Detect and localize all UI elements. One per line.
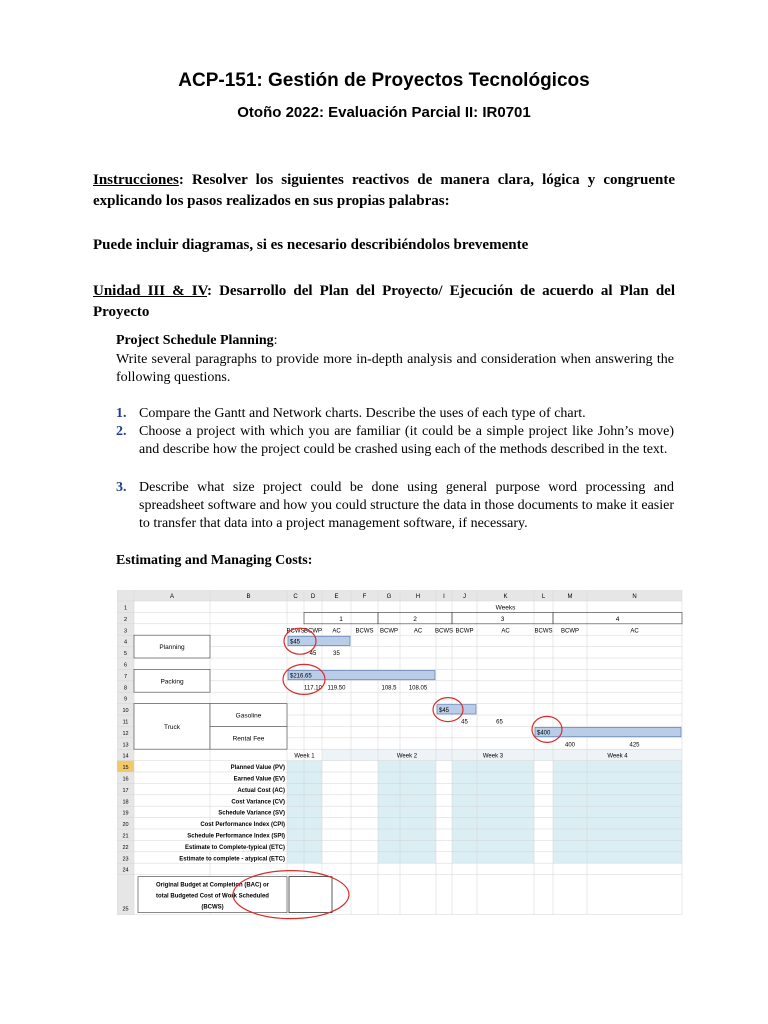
- column-letter: H: [415, 594, 421, 600]
- value-cell: 65: [496, 719, 503, 726]
- document-title: ACP-151: Gestión de Proyectos Tecnológicos: [178, 70, 590, 91]
- value-cell: 425: [629, 742, 640, 749]
- planning-bar-label: $45: [290, 639, 301, 646]
- week-number: 2: [413, 615, 417, 623]
- unit-heading: [93, 281, 675, 323]
- task-truck-label: Truck: [163, 723, 181, 731]
- column-letter: F: [362, 594, 367, 600]
- row-number: 8: [123, 685, 128, 692]
- column-header-bar: [117, 590, 682, 601]
- instructions-text: : Resolver los siguientes reactivos de manera clara, lógica y congruente explicando los pasos realizados en sus propias palabras:: [93, 172, 675, 209]
- instructions-label: Instrucciones: [93, 172, 179, 188]
- schedule-heading-suffix: :: [273, 333, 278, 348]
- metric-label: Cost Performance Index (CPI): [200, 822, 285, 829]
- metric-label: Estimate to complete - atypical (ETC): [179, 856, 285, 863]
- gasoline-bar-label: $45: [439, 707, 450, 714]
- unit-label: Unidad III & IV: [93, 283, 208, 299]
- bac-label-line: Original Budget at Completion (BAC) or: [156, 882, 269, 889]
- task-packing-label: Packing: [160, 678, 184, 686]
- row-number: 6: [123, 662, 128, 669]
- metric-label: Planned Value (PV): [230, 765, 285, 772]
- week-highlight-1: [287, 761, 322, 864]
- sub-header: BCWS: [286, 628, 305, 635]
- value-cell: 45: [461, 719, 468, 726]
- schedule-heading-label: Project Schedule Planning: [116, 333, 274, 348]
- week-highlight-3: [452, 761, 534, 864]
- sub-header: BCWP: [561, 628, 579, 635]
- column-letter: B: [246, 594, 251, 600]
- rental-bar-label: $400: [537, 730, 551, 737]
- question-text: Choose a project with which you are familiar (it could be a simple project like John’s move) and describe how the project could be crashed using each of the methods described in the text.: [139, 424, 674, 457]
- question-1: [116, 405, 674, 423]
- question-2: [116, 423, 674, 459]
- row-number: 1: [123, 605, 128, 612]
- task-gasoline-label: Gasoline: [235, 712, 262, 720]
- document-subtitle: Otoño 2022: Evaluación Parcial II: IR0701: [237, 104, 531, 121]
- week-row-label: Week 1: [294, 753, 315, 760]
- week-row-label: Week 3: [482, 753, 504, 760]
- week-number: 1: [339, 615, 343, 623]
- sub-header: AC: [413, 628, 423, 635]
- weeks-label: Weeks: [495, 604, 516, 612]
- unit-text: : Desarrollo del Plan del Proyecto/ Ejecución de acuerdo al Plan del Proyecto: [93, 283, 675, 320]
- column-letter: M: [567, 594, 573, 600]
- value-cell: 119.50: [327, 685, 346, 692]
- row-number: 23: [122, 856, 129, 863]
- sub-header: AC: [630, 628, 639, 635]
- sub-header: AC: [332, 628, 341, 635]
- column-letter: D: [310, 594, 316, 600]
- schedule-intro: Write several paragraphs to provide more in-depth analysis and consideration when answering the following questions.: [116, 352, 674, 385]
- costs-heading: Estimating and Managing Costs:: [116, 553, 313, 568]
- row-number: 17: [122, 787, 129, 794]
- sub-header: AC: [501, 628, 510, 635]
- week-number: 3: [500, 615, 505, 623]
- row-number: 18: [122, 799, 129, 806]
- week-row-label: Week 4: [607, 753, 628, 760]
- sub-header: BCWP: [380, 628, 398, 635]
- week-number: 4: [615, 615, 620, 623]
- row-number: 24: [122, 867, 129, 874]
- metric-label: Actual Cost (AC): [237, 787, 285, 794]
- row-number: 13: [122, 742, 129, 749]
- column-letter: I: [443, 594, 445, 600]
- week-highlight-2: [378, 761, 436, 864]
- diagrams-note: Puede incluir diagramas, si es necesario describiéndolos brevemente: [93, 237, 529, 253]
- column-letter: L: [541, 594, 546, 600]
- question-number: 1.: [116, 406, 127, 421]
- row-number: 7: [123, 673, 128, 680]
- metric-label: Schedule Variance (SV): [218, 810, 285, 817]
- week-highlight-4: [553, 761, 682, 864]
- row-number: 22: [122, 844, 129, 851]
- task-planning-label: Planning: [159, 644, 185, 652]
- sub-header: BCWP: [455, 628, 474, 635]
- row-number: 15: [122, 765, 129, 772]
- row-number: 21: [122, 833, 129, 840]
- question-number: 2.: [116, 424, 127, 439]
- packing-bar-label: $216.65: [290, 673, 312, 680]
- row-number: 3: [123, 628, 128, 635]
- question-text: Compare the Gantt and Network charts. Describe the uses of each type of chart.: [139, 406, 586, 421]
- schedule-heading: [116, 332, 674, 350]
- value-cell: 45: [309, 651, 317, 658]
- metric-label: Schedule Performance Index (SPI): [187, 833, 285, 840]
- row-number: 20: [122, 822, 129, 829]
- column-letter: K: [503, 594, 508, 600]
- question-number: 3.: [116, 480, 127, 495]
- column-letter: G: [386, 594, 392, 600]
- bac-input-box: [289, 877, 332, 913]
- metric-label: Estimate to Complete-typical (ETC): [184, 844, 285, 851]
- bac-label-line: total Budgeted Cost of Work Scheduled: [156, 893, 269, 900]
- metric-label: Earned Value (EV): [233, 776, 285, 783]
- sub-header: BCWS: [355, 628, 374, 635]
- row-number: 16: [122, 776, 129, 783]
- row-number: 4: [123, 639, 128, 646]
- column-letter: E: [334, 594, 339, 600]
- value-cell: 117.10: [304, 685, 322, 692]
- column-letter: A: [169, 594, 175, 600]
- sub-header: BCWS: [435, 628, 453, 635]
- question-3: [116, 479, 674, 533]
- column-letter: J: [463, 594, 466, 600]
- bac-label-line: (BCWS): [201, 904, 224, 911]
- row-number: 25: [122, 906, 129, 913]
- row-number: 11: [122, 719, 129, 726]
- value-cell: 108.05: [408, 685, 428, 692]
- row-number: 5: [123, 651, 128, 658]
- column-letter: N: [632, 594, 637, 600]
- row-number: 10: [122, 708, 129, 715]
- metric-label: Cost Variance (CV): [231, 799, 285, 806]
- earned-value-spreadsheet: [117, 590, 687, 930]
- value-cell: 108.5: [381, 685, 397, 692]
- row-number: 2: [123, 616, 128, 623]
- week-row-label: Week 2: [396, 753, 418, 760]
- value-cell: 400: [564, 742, 576, 749]
- row-number: 19: [122, 810, 129, 817]
- instructions-paragraph: [93, 170, 675, 212]
- task-rental-fee-label: Rental Fee: [232, 735, 265, 743]
- rental-bar: [535, 727, 681, 736]
- row-number: 9: [123, 696, 128, 703]
- row-number: 12: [122, 730, 129, 737]
- value-cell: 35: [333, 651, 340, 658]
- row-number: 14: [122, 753, 129, 760]
- column-letter: C: [293, 594, 298, 600]
- sub-header: BCWS: [534, 628, 553, 635]
- sub-header: BCWP: [304, 628, 322, 635]
- question-text: Describe what size project could be done using general purpose word processing and spreadsheet software and how you could structure the data in those documents to make it easier to transfer that data into a project management software, if necessary.: [139, 480, 674, 531]
